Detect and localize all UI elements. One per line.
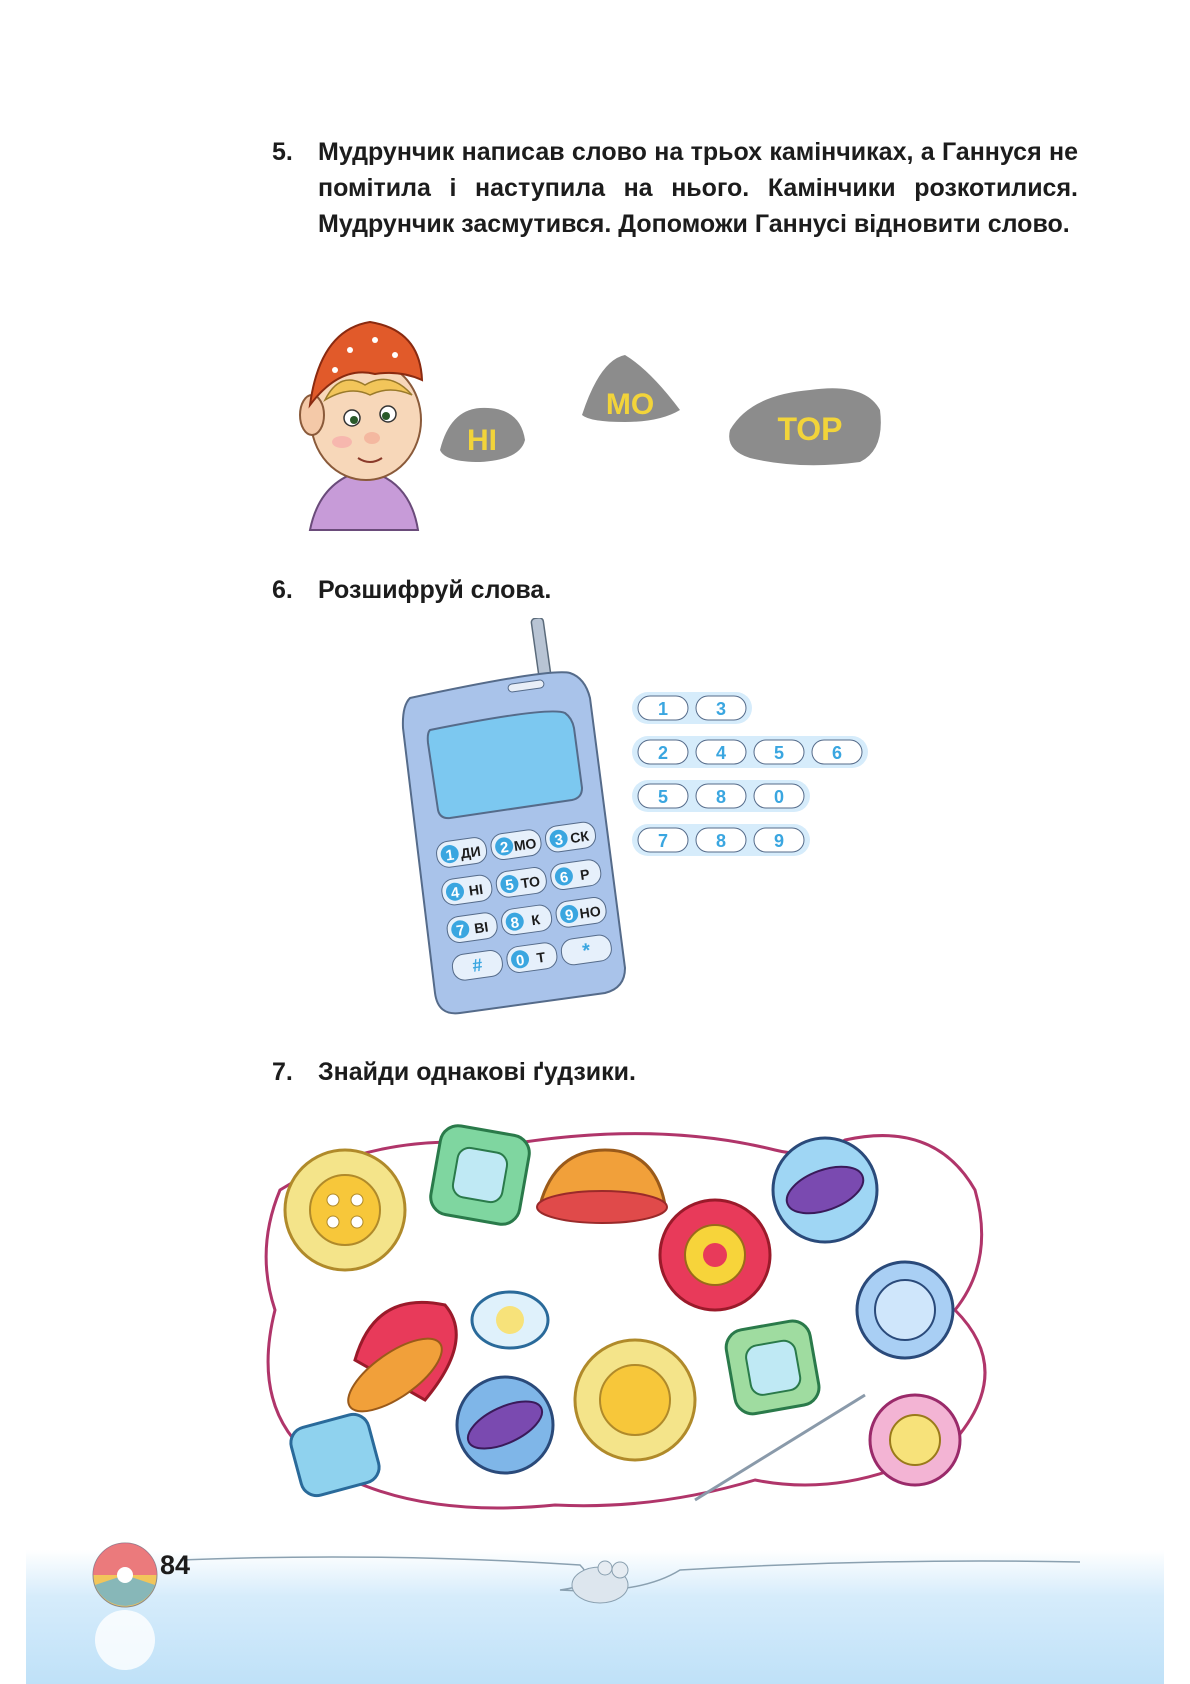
button-yellow-flower-2 xyxy=(575,1340,695,1460)
code-digit: 7 xyxy=(657,831,669,851)
key-syllable: Т xyxy=(535,948,547,966)
stone-label: МО xyxy=(605,388,655,421)
code-row xyxy=(632,780,810,812)
code-digit: 2 xyxy=(657,743,669,763)
button-yellow-flower xyxy=(285,1150,405,1270)
code-digit: 4 xyxy=(715,743,727,763)
stone-label: ТОР xyxy=(777,411,843,447)
girl-illustration xyxy=(300,322,422,530)
code-row xyxy=(632,824,810,856)
code-digit: 3 xyxy=(715,699,727,719)
footer-decoration xyxy=(80,1540,1100,1680)
key-syllable: Р xyxy=(579,865,591,884)
key-digit: 3 xyxy=(553,831,565,850)
task-6 xyxy=(272,572,1078,608)
key-syllable: НІ xyxy=(467,880,484,899)
button-purple-oval-2 xyxy=(457,1377,553,1473)
code-row xyxy=(632,736,868,768)
task-number: 6. xyxy=(272,576,293,604)
key-digit: 7 xyxy=(455,921,466,940)
key-digit: 5 xyxy=(504,876,515,895)
task-5 xyxy=(272,134,1078,242)
task-text: Мудрунчик написав слово на трьох камінчиках, а Ганнуся не помітила і наступила на нього. Камінчики розкотилися. Мудрунчик засмутився. Допоможи Ганнусі відновити слово. xyxy=(318,138,1078,238)
key-digit: 8 xyxy=(509,914,521,933)
code-digit: 1 xyxy=(657,699,669,719)
key-syllable: ТО xyxy=(519,872,541,892)
key-digit: 4 xyxy=(449,884,461,903)
task-7 xyxy=(272,1054,1078,1090)
button-orange-shank xyxy=(537,1150,667,1223)
task-number: 5. xyxy=(272,138,293,166)
key-digit: # xyxy=(471,954,484,976)
key-digit: 6 xyxy=(558,868,570,887)
code-digit: 6 xyxy=(831,743,843,763)
code-digit: 5 xyxy=(657,787,669,807)
key-syllable: СК xyxy=(569,827,590,847)
task-text: Знайди однакові ґудзики. xyxy=(318,1058,636,1086)
page-number: 84 xyxy=(160,1550,191,1580)
key-digit: 1 xyxy=(444,846,456,865)
key-digit: * xyxy=(581,939,592,963)
button-green-square-2 xyxy=(723,1318,821,1416)
phone-illustration xyxy=(400,618,880,1028)
code-digit: 0 xyxy=(773,787,785,807)
key-digit: 0 xyxy=(514,951,526,970)
button-red-flower xyxy=(660,1200,770,1310)
button-blue-round xyxy=(857,1262,953,1358)
code-digit: 8 xyxy=(715,831,727,851)
code-row xyxy=(632,692,752,724)
button-purple-oval xyxy=(773,1138,877,1242)
code-digit: 9 xyxy=(773,831,785,851)
button-pink-round xyxy=(870,1395,960,1485)
disc-icon xyxy=(93,1543,157,1670)
code-digit: 8 xyxy=(715,787,727,807)
button-green-square xyxy=(428,1123,532,1227)
key-digit: 2 xyxy=(499,838,510,857)
key-syllable: ВІ xyxy=(473,918,490,937)
stone-ni xyxy=(440,408,525,462)
key-syllable: ДИ xyxy=(459,842,482,862)
key-syllable: К xyxy=(530,911,542,929)
task-text: Розшифруй слова. xyxy=(318,576,552,604)
stone-label: НІ xyxy=(467,424,497,457)
task-number: 7. xyxy=(272,1058,293,1086)
mouse-icon xyxy=(572,1561,628,1603)
key-digit: 9 xyxy=(564,906,575,925)
code-digit: 5 xyxy=(773,743,785,763)
stone-tor xyxy=(729,388,881,465)
button-red-shank xyxy=(337,1302,456,1424)
key-syllable: НО xyxy=(578,902,602,922)
task5-illustration xyxy=(280,310,960,550)
key-syllable: МО xyxy=(512,834,538,854)
buttons-illustration xyxy=(255,1110,1025,1530)
button-small-blue xyxy=(472,1292,548,1348)
stone-mo xyxy=(582,355,680,422)
